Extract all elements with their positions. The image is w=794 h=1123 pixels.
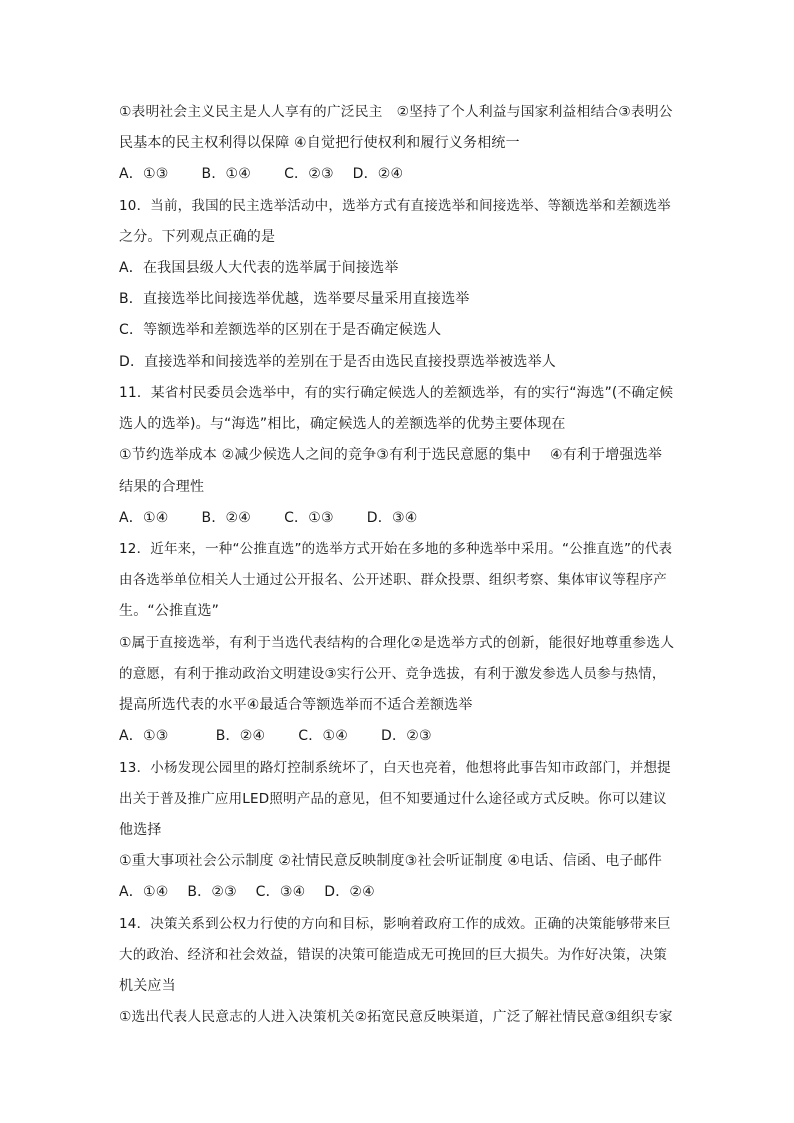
q9-options: A．①③ B．①④ C．②③ D．②④ bbox=[119, 166, 404, 182]
q11-statement-line-2: 结果的合理性 bbox=[119, 479, 205, 495]
q11-statement-line-1: ①节约选举成本 ②减少候选人之间的竞争③有利于选民意愿的集中 ④有利于增强选举 bbox=[119, 447, 663, 463]
q12-stem-line-1: 12．近年来，一种“公推直选”的选举方式开始在多地的多种选举中采用。“公推直选”的代表 bbox=[119, 541, 673, 557]
q12-stem-line-3: 生。“公推直选” bbox=[119, 603, 220, 619]
q12-statement-line-1: ①属于直接选举，有利于当选代表结构的合理化②是选举方式的创新，能很好地尊重参选人 bbox=[119, 635, 675, 651]
q10-option-a: A．在我国县级人大代表的选举属于间接选举 bbox=[119, 260, 399, 276]
q10-option-c: C．等额选举和差额选举的区别在于是否确定候选人 bbox=[119, 322, 442, 338]
q12-statement-line-3: 提高所选代表的水平④最适合等额选举而不适合差额选举 bbox=[119, 697, 473, 713]
q12-stem-line-2: 由各选举单位相关人士通过公开报名、公开述职、群众投票、组织考察、集体审议等程序产 bbox=[119, 572, 667, 588]
q14-stem-line-1: 14．决策关系到公权力行使的方向和目标，影响着政府工作的成效。正确的决策能够带来巨 bbox=[119, 916, 671, 932]
q10-stem-line-2: 之分。下列观点正确的是 bbox=[119, 229, 276, 245]
q13-stem-line-2: 出关于普及推广应用LED照明产品的意见，但不知要通过什么途径或方式反映。你可以建议 bbox=[119, 791, 667, 807]
q14-stem-line-3: 机关应当 bbox=[119, 978, 176, 994]
q12-statement-line-2: 的意愿，有利于推动政治文明建设③实行公开、竞争选拔，有利于激发参选人员参与热情， bbox=[119, 666, 666, 682]
q13-options: A．①④ B．②③ C．③④ D．②④ bbox=[119, 884, 375, 900]
q14-statement-line-1: ①选出代表人民意志的人进入决策机关②拓宽民意反映渠道，广泛了解社情民意③组织专家 bbox=[119, 1009, 673, 1025]
q9-statement-line-1: ①表明社会主义民主是人人享有的广泛民主 ②坚持了个人利益与国家利益相结合③表明公 bbox=[119, 104, 673, 120]
q13-stem-line-1: 13．小杨发现公园里的路灯控制系统坏了，白天也亮着，他想将此事告知市政部门，并想提 bbox=[119, 760, 671, 776]
q13-stem-line-3: 他选择 bbox=[119, 822, 162, 838]
q14-stem-line-2: 大的政治、经济和社会效益，错误的决策可能造成无可挽回的巨大损失。为作好决策，决策 bbox=[119, 947, 667, 963]
q12-options: A．①③ B．②④ C．①④ D．②③ bbox=[119, 728, 432, 744]
q13-statement-line-1: ①重大事项社会公示制度 ②社情民意反映制度③社会听证制度 ④电话、信函、电子邮件 bbox=[119, 853, 663, 869]
q11-stem-line-2: 选人的选举)。与“海选”相比，确定候选人的差额选举的优势主要体现在 bbox=[119, 416, 566, 432]
q10-option-b: B．直接选举比间接选举优越，选举要尽量采用直接选举 bbox=[119, 291, 470, 307]
q11-options: A．①④ B．②④ C．①③ D．③④ bbox=[119, 510, 418, 526]
q10-stem-line-1: 10．当前，我国的民主选举活动中，选举方式有直接选举和间接选举、等额选举和差额选举 bbox=[119, 198, 671, 214]
q10-option-d: D．直接选举和间接选举的差别在于是否由选民直接投票选举被选举人 bbox=[119, 354, 556, 370]
q9-statement-line-2: 民基本的民主权利得以保障 ④自觉把行使权利和履行义务相统一 bbox=[119, 135, 520, 151]
q11-stem-line-1: 11．某省村民委员会选举中，有的实行确定候选人的差额选举，有的实行“海选”(不确定候 bbox=[119, 385, 674, 401]
